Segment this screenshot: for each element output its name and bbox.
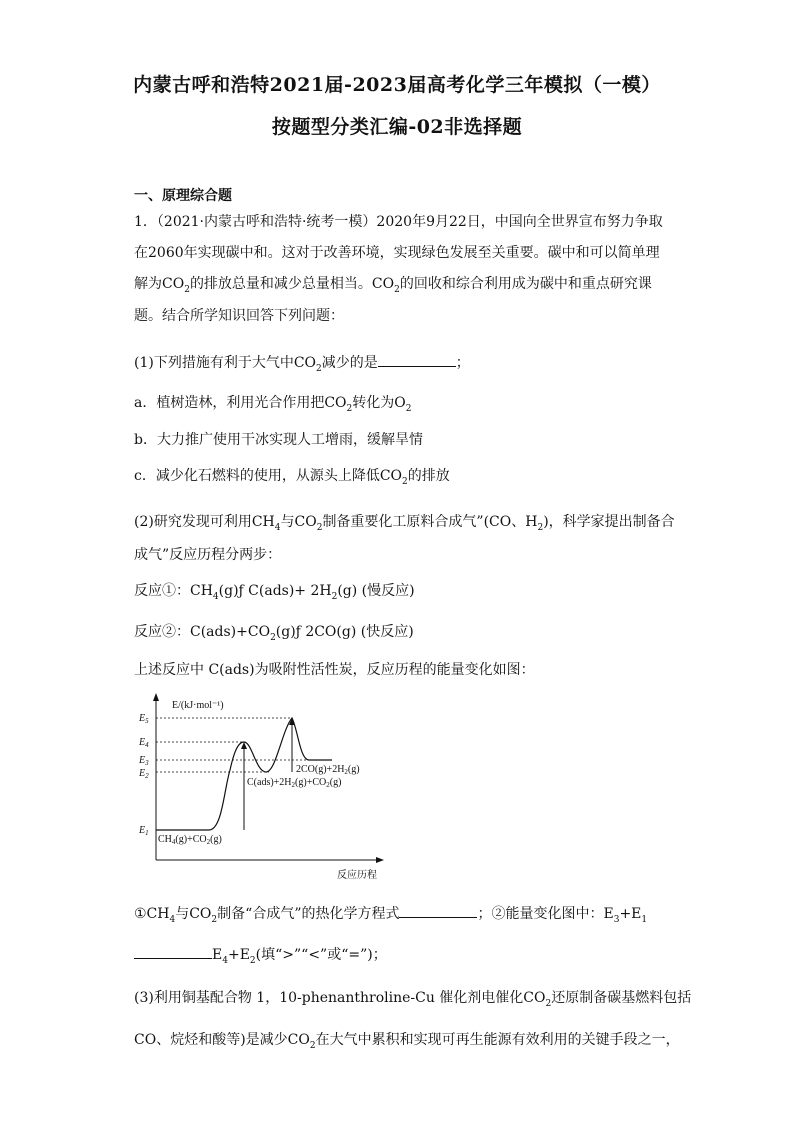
sub-question-2-part-2: $E_4+E_2$(填“>”“<”或“=”)；: [134, 944, 387, 971]
x-axis-label: 反应历程: [337, 870, 377, 881]
level-e1: $E_1$: [139, 825, 149, 837]
energy-profile-diagram: [134, 690, 404, 889]
level-e3: $E_3$: [139, 755, 149, 767]
diagram-note: 上述反应中 C(ads)为吸附性活性炭，反应历程的能量变化如图：: [134, 662, 535, 678]
level-e4: $E_4$: [139, 737, 149, 749]
sub-question-3-line-2: CO、烷烃和酸等)是减少$CO_2$在大气中累积和实现可再生能源有效利用的关键手段之一，: [134, 1032, 680, 1051]
option-a: a．植树造林，利用光合作用把$CO_2$转化为$O_2$: [134, 395, 412, 414]
document-title-line-2: 按题型分类汇编-02非选择题: [271, 116, 523, 138]
option-c: c．减少化石燃料的使用，从源头上降低$CO_2$的排放: [134, 468, 450, 487]
reaction-1: 反应①：$CH_4(g)ƒ$ $C(ads)+ 2H_2(g)$ (慢反应): [134, 583, 415, 602]
sub-question-2-part-1: $①CH_4$与$CO_2$制备“合成气”的热化学方程式 ；②能量变化图中：$E_3+E_1$: [134, 903, 647, 930]
answer-blank[interactable]: [134, 944, 212, 959]
question-intro-line-1: 1．（2021·内蒙古呼和浩特·统考一模）2020年9月22日，中国向全世界宣布努力争取: [134, 214, 663, 230]
question-intro-line-4: 题。结合所学知识回答下列问题：: [134, 308, 344, 324]
y-axis-arrow: [153, 693, 159, 701]
question-intro-line-3: 解为$CO_2$的排放总量和减少总量相当。$CO_2$的回收和综合利用成为碳中和重点研究课: [134, 276, 652, 295]
x-axis-arrow: [376, 857, 384, 863]
sub-question-2-line-2: 成气”反应历程分两步：: [134, 547, 282, 563]
answer-blank[interactable]: [399, 903, 477, 918]
label-products: $2CO(g)+2H_2(g)$: [296, 764, 360, 776]
document-title-line-1: 内蒙古呼和浩特2021届-2023届高考化学三年模拟（一模）: [133, 74, 661, 96]
sub-question-2-line-1: (2)研究发现可利用$CH_4$与$CO_2$制备重要化工原料合成气”(CO、$H_2$)，科学家提出制备合: [134, 514, 675, 533]
answer-blank[interactable]: [378, 352, 456, 367]
sub-question-1: (1)下列措施有利于大气中$CO_2$减少的是 ；: [134, 352, 470, 379]
level-e2: $E_2$: [139, 768, 149, 780]
level-e5: $E_5$: [139, 713, 149, 725]
y-axis-label: E/(kJ·mol⁻¹): [172, 700, 224, 711]
section-heading: 一、原理综合题: [134, 188, 232, 204]
label-intermediate: $C(ads)+2H_2(g)+CO_2(g)$: [247, 777, 342, 789]
label-reactants: $CH_4(g)+CO_2(g)$: [158, 834, 222, 846]
reaction-2: 反应②：$C(ads)+CO_2(g)ƒ$ 2CO(g) (快反应): [134, 624, 414, 643]
question-intro-line-2: 在2060年实现碳中和。这对于改善环境，实现绿色发展至关重要。碳中和可以简单理: [134, 245, 660, 261]
option-b: b．大力推广使用干冰实现人工增雨，缓解旱情: [134, 432, 423, 448]
sub-question-3-line-1: (3)利用铜基配合物 1，10-phenanthroline-Cu 催化剂电催化$CO_2$还原制备碳基燃料包括: [134, 990, 692, 1009]
